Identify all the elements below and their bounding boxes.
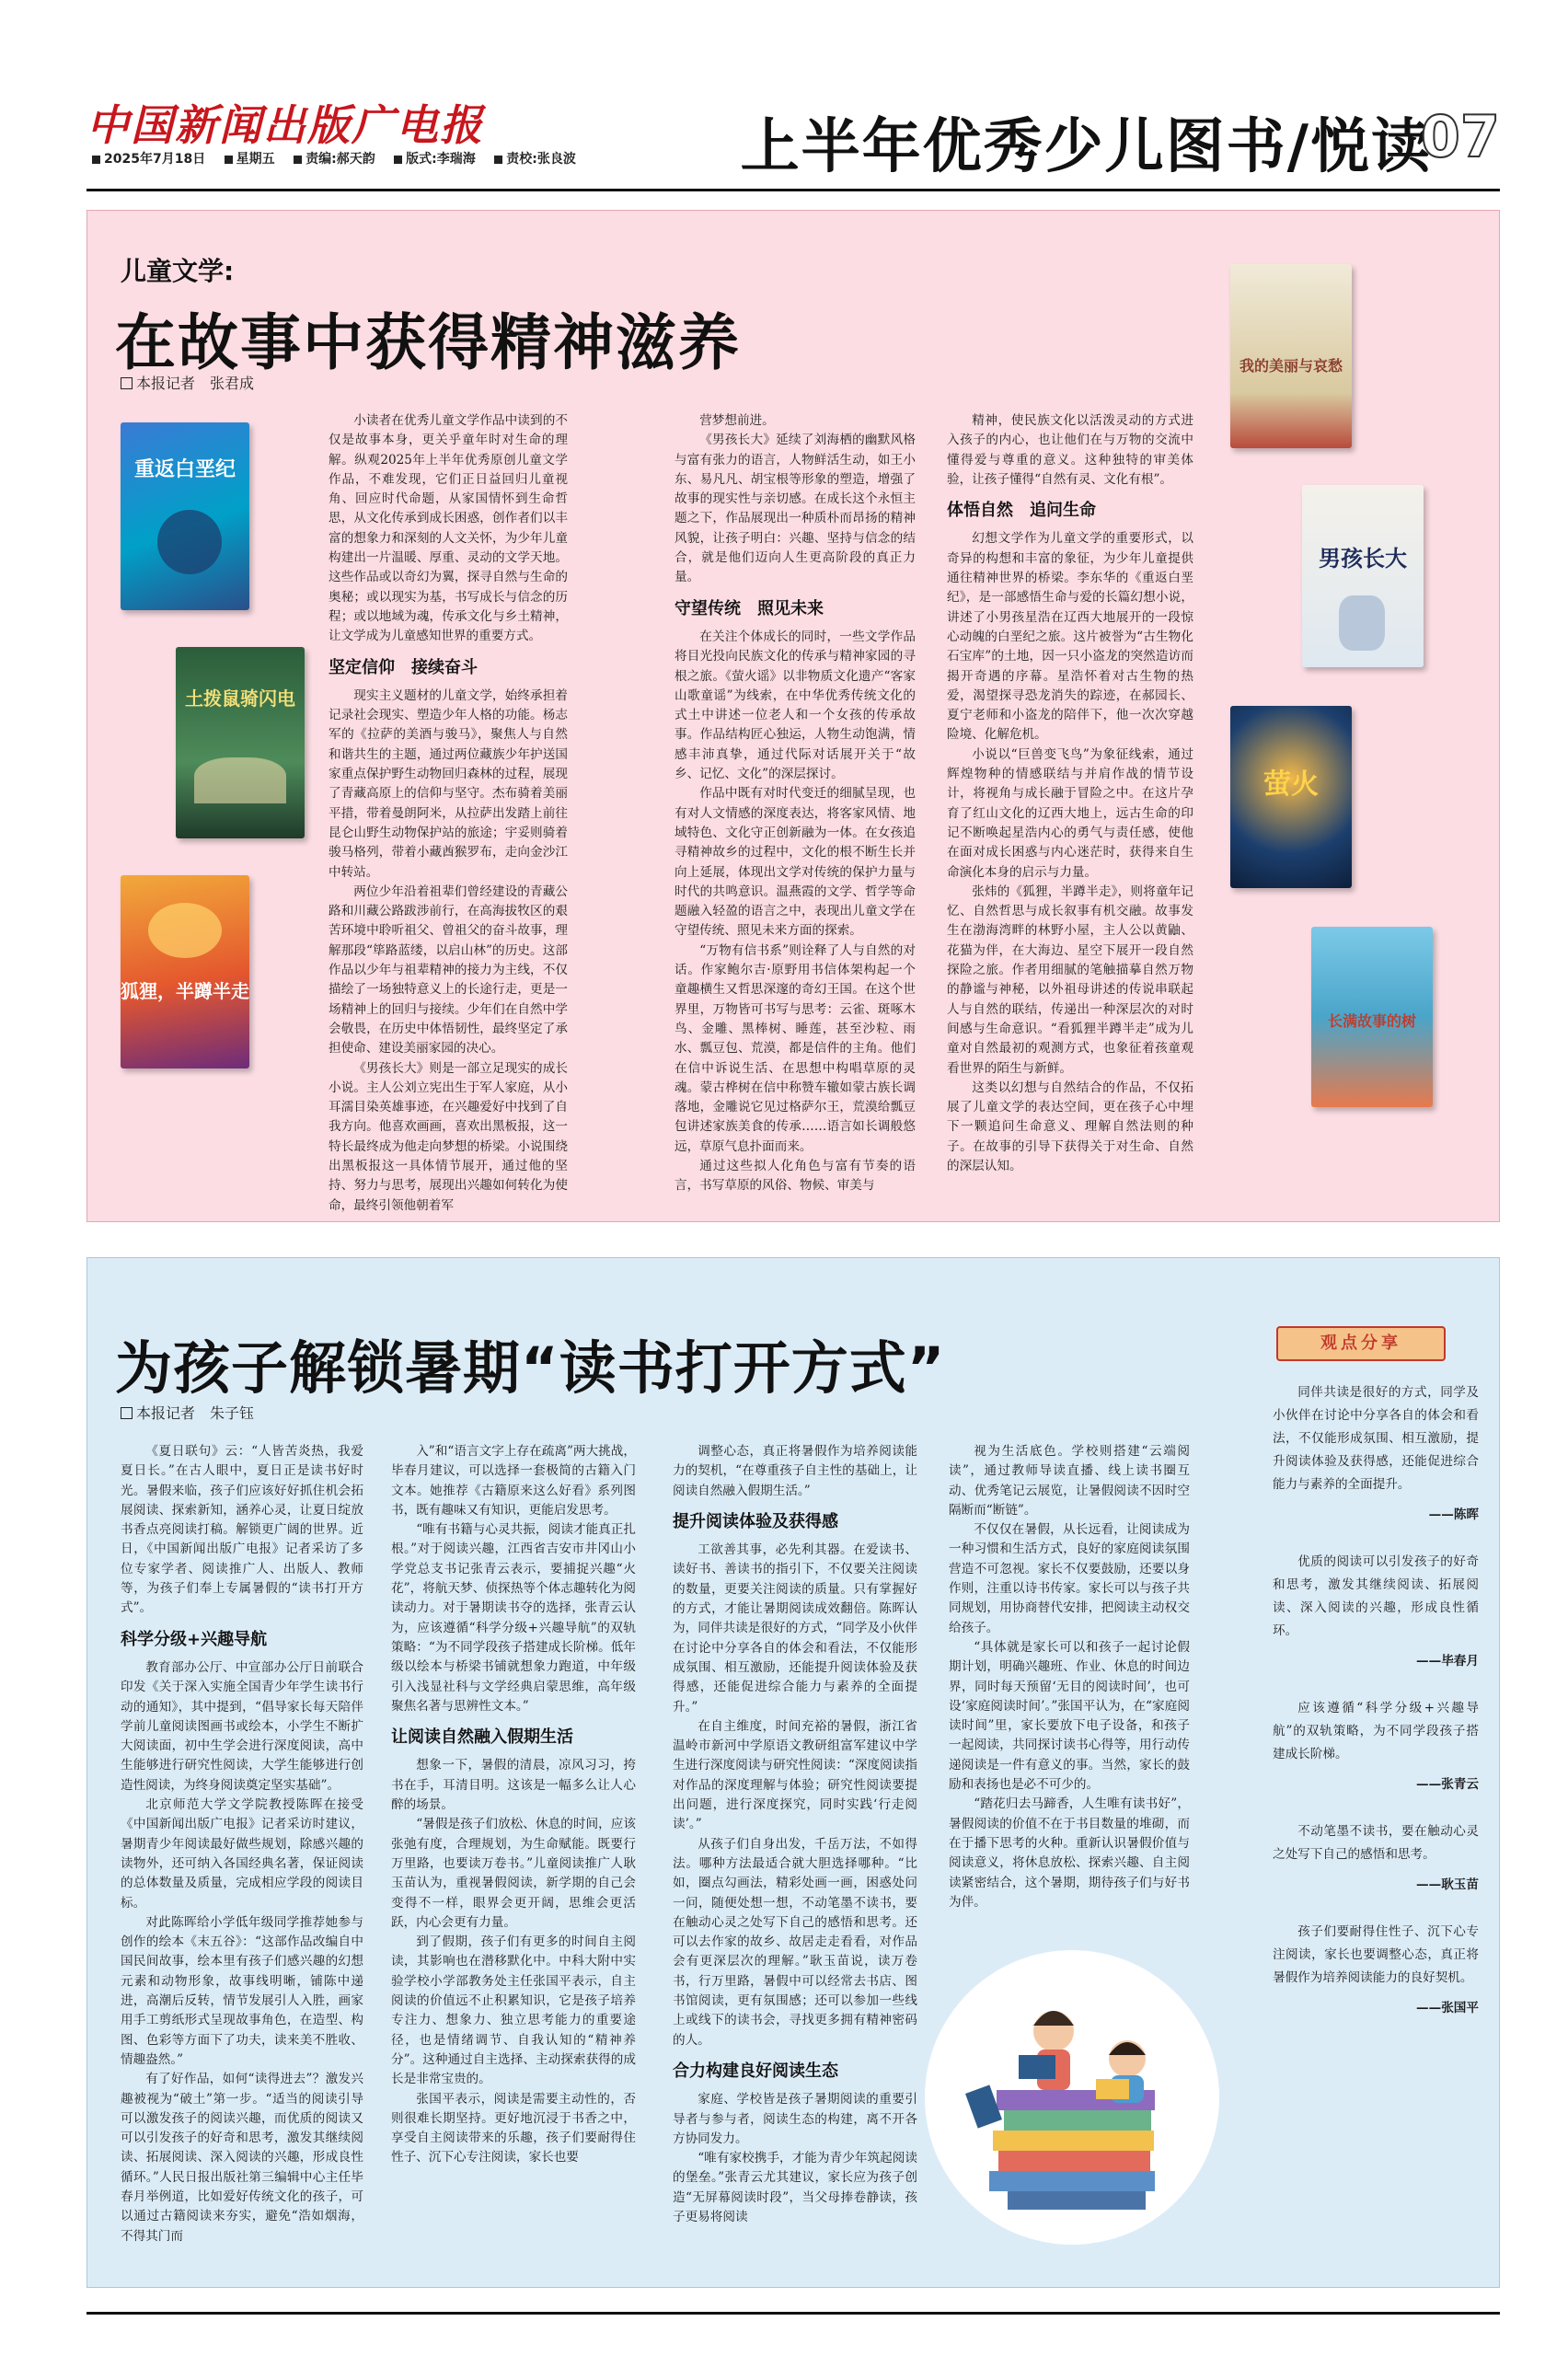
subhead: 提升阅读体验及获得感 xyxy=(673,1511,838,1531)
article-byline: 本报记者 朱子钰 xyxy=(121,1402,254,1423)
article-column-4: 视为生活底色。学校则搭建“云端阅读”，通过教师导读直播、线上读书圈互动、优秀笔记云展览，让暑假阅读不因时空隔断而“断链”。 不仅仅在暑假，从长远看，让阅读成为一种习惯和生活方式，良好的家庭阅读氛围营造不可忽视。家长不仅要鼓励，还要以身作则，注重以诗书传家。家长可以与孩子共同规划，用协商替代安排，把阅读主动权交给孩子。 “具体就是家长可以和孩子一起讨论假期计划，明确兴趣班、作业、休息的时间边界，同时每天预留‘无目的阅读时间’，也可设‘家庭阅读时间’。”张国平认为，在“家庭阅读时间”里，家长要放下电子设备，和孩子一起阅读，共同探讨读书心得等，用行动传递阅读是一件有意义的事。当然，家长的鼓励和表扬也是必不可少的。 “踏花归去马蹄香，人生唯有读书好”，暑假阅读的价值不在于书目数量的堆砌，而在于播下思考的火种。重新认识暑假价值与阅读意义，将休息放松、探索兴趣、自主阅读紧密结合，这个暑期，期待孩子们与好书为伴。 xyxy=(949,1444,1190,1910)
opinion-sidebar xyxy=(1273,1326,1479,2274)
issue-date: 2025年7月18日 xyxy=(92,152,205,167)
sidebar-tag: 观点分享 xyxy=(1276,1326,1446,1361)
article-kicker: 儿童文学: xyxy=(121,256,235,286)
article-column-1: 《夏日联句》云：“人皆苦炎热，我爱夏日长。”在古人眼中，夏日正是读书好时光。暑假来临，孩子们应该好好抓住机会拓展阅读、探索新知，涵养心灵，让夏日绽放书香点亮阅读打稿。解锁更广阔的世界。近日，《中国新闻出版广电报》记者采访了多位专家学者、阅读推广人、出版人、教师等，为孩子们奉上专属暑假的“读书打开方式”。 科学分级+兴趣导航 教育部办公厅、中宣部办公厅日前联合印发《关于深入实施全国青少年学生读书行动的通知》，其中提到，“倡导家长每天陪伴学前儿童阅读图画书或绘本，小学生不断扩大阅读面，初中生学会进行深度阅读，高中生能够进行研究性阅读，大学生能够进行创造性阅读，为终身阅读奠定坚实基础”。 北京师范大学文学院教授陈晖在接受《中国新闻出版广电报》记者采访时建议，暑期青少年阅读最好做些规划，除感兴趣的读物外，还可纳入各国经典名著，保证阅读的总体数量及质量，完成相应学段的阅读目标。 对此陈晖给小学低年级同学推荐她参与创作的绘本《末五谷》：“这部作品改编自中国民间故事，绘本里有孩子们感兴趣的幻想元素和动物形象，故事线明晰，铺陈中递进，高潮后反转，情节发展引人入胜，画家用手工剪纸形式呈现故事角色，在造型、构图、色彩等方面下了功夫，读来美不胜收、情趣盎然。” 有了好作品，如何“读得进去”？激发兴趣被视为“破土”第一步。“适当的阅读引导可以激发孩子的阅读兴趣，而优质的阅读又可以引发孩子的好奇和思考，激发其继续阅读、拓展阅读、深入阅读的兴趣，形成良性循环。”人民日报出版社第三编辑中心主任毕春月举例道，比如爱好传统文化的孩子，可以通过古籍阅读来夯实，避免“浩如烟海，不得其门而 xyxy=(121,1444,363,2244)
masthead xyxy=(86,88,1500,190)
article-column-3: 调整心态，真正将暑假作为培养阅读能力的契机，“在尊重孩子自主性的基础上，让阅读自然融入假期生活。” 提升阅读体验及获得感 工欲善其事，必先利其器。在爱读书、读好书、善读书的指引下，不仅要关注阅读的数量，更要关注阅读的质量。只有掌握好的方式，才能让暑期阅读成效翻倍。陈晖认为，同伴共读是很好的方式，“同学及小伙伴在讨论中分享各自的体会和看法，不仅能形成氛围、相互激励，还能提升阅读体验及获得感，还能促进综合能力与素养的全面提升。” 在自主维度，时间充裕的暑假，浙江省温岭市新河中学原语文教研组富军建议中学生进行深度阅读与研究性阅读：“深度阅读指对作品的深度理解与体验；研究性阅读要提出问题，进行深度探究，同时实践‘行走阅读’。” 从孩子们自身出发，千岳万法，不如得法。哪种方法最适合就大胆选择哪种。“比如，圈点勾画法，精彩处画一画，困惑处问一问，随便处想一想，不动笔墨不读书，要在触动心灵之处写下自己的感悟和思考。还可以去作家的故乡、故居走走看看，对作品会有更深层次的理解。”耿玉苗说，读万卷书，行万里路，暑假中可以经常去书店、图书馆阅读，更有氛围感；还可以参加一些线上或线下的读书会，寻找更多拥有精神密码的人。 合力构建良好阅读生态 家庭、学校皆是孩子暑期阅读的重要引导者与参与者，阅读生态的构建，离不开各方协同发力。 “唯有家校携手，才能为青少年筑起阅读的堡垒。”张青云尤其建议，家长应为孩子创造“无屏幕阅读时段”，当父母捧卷静读，孩子更易将阅读 xyxy=(673,1444,917,2224)
issue-proof: 责校:张良波 xyxy=(494,152,576,167)
article-column-2: 入”和“语言文字上存在疏离”两大挑战，毕春月建议，可以选择一套极简的古籍入门文本。她推荐《古籍原来这么好看》系列图书，既有趣味又有知识，更能启发思考。 “唯有书籍与心灵共振，阅读才能真正扎根。”对于阅读兴趣，江西省吉安市井冈山小学党总支书记张青云表示，要捕捉兴趣“火花”，将航天梦、侦探热等个体志趣转化为阅读动力。对于暑期读书夺的选择，张青云认为，应该遵循“科学分级+兴趣导航”的双轨策略：“为不同学段孩子搭建成长阶梯。低年级以绘本与桥梁书铺就想象力跑道，中年级引入浅显社科与文学经典启蒙思维，高年级聚焦名著与思辨性文本。” 让阅读自然融入假期生活 想象一下，暑假的清晨，凉风习习，挎书在手，耳清目明。这该是一幅多么让人心醉的场景。 “暑假是孩子们放松、休息的时间，应该张弛有度，合理规划，为生命赋能。既要行万里路，也要读万卷书。”儿童阅读推广人耿玉苗认为，重视暑假阅读，新学期的自己会变得不一样，眼界会更开阔，思维会更活跃，内心会更有力量。 到了假期，孩子们有更多的时间自主阅读，其影响也在潜移默化中。中科大附中实验学校小学部教务处主任张国平表示，自主阅读的价值远不止积累知识，它是孩子培养专注力、想象力、独立思考能力的重要途径，也是情绪调节、自我认知的“精神养分”。这种通过自主选择、主动探索获得的成长是非常宝贵的。 张国平表示，阅读是需要主动性的，否则很难长期坚持。更好地沉浸于书香之中，享受自主阅读带来的乐趣，孩子们要耐得住性子、沉下心专注阅读，家长也要 xyxy=(391,1444,636,2165)
quote-item: 同伴共读是很好的方式，同学及小伙伴在讨论中分享各自的体会和看法，不仅能形成氛围、相互激励，提升阅读体验及获得感，还能促进综合能力与素养的全面提升。 ——陈晖 xyxy=(1273,1385,1479,1522)
subhead: 合力构建良好阅读生态 xyxy=(673,2061,838,2081)
article-headline: 为孩子解锁暑期“读书打开方式” xyxy=(115,1334,946,1402)
article-summer-reading xyxy=(86,1257,1500,2288)
issue-editor: 责编:郝天韵 xyxy=(294,152,375,167)
issue-layout: 版式:李瑞海 xyxy=(394,152,476,167)
quote-item: 不动笔墨不读书，要在触动心灵之处写下自己的感悟和思考。 ——耿玉苗 xyxy=(1273,1824,1479,1892)
book-cover-5: 男孩长大 xyxy=(1302,485,1424,667)
subhead: 让阅读自然融入假期生活 xyxy=(391,1727,573,1748)
subhead: 坚定信仰 接续奋斗 xyxy=(329,657,478,677)
article-column-2: 营梦想前进。 《男孩长大》延续了刘海栖的幽默风格与富有张力的语言，人物鲜活生动，如王小东、易凡凡、胡宝根等形象的塑造，增强了故事的现实性与亲切感。在成长这个永恒主题之下，作品展现出一种质朴而昂扬的精神风貌，让孩子明白：兴趣、坚持与信念的结合，就是他们迈向人生更高阶段的真正力量。 守望传统 照见未来 在关注个体成长的同时，一些文学作品将目光投向民族文化的传承与精神家园的寻根之旅。《萤火谣》以非物质文化遗产“客家山歌童谣”为线索，在中华优秀传统文化的式土中讲述一位老人和一个女孩的传承故事。作品结构匠心独运，人物生动饱满，情感丰沛真挚，通过代际对话展开关于“故乡、记忆、文化”的深层探讨。 作品中既有对时代变迁的细腻呈现，也有对人文情感的深度表达，将客家风情、地域特色、文化守正创新融为一体。在女孩追寻精神故乡的过程中，文化的根不断生长并向上延展，体现出文学对传统的保护力量与时代的共鸣意识。温燕霞的文学、哲学等命题融入轻盈的语言之中，表现出儿童文学在守望传统、照见未来方面的探索。 “万物有信书系”则诠释了人与自然的对话。作家鲍尔吉·原野用书信体架构起一个童趣横生又哲思深邃的奇幻王国。在这个世界里，万物皆可书写与思考：云雀、斑啄木鸟、金雕、黑棒树、睡莲，甚至沙粒、雨水、瓢豆包、荒漠，都是信件的主角。他们在信中诉说生活、在思想中构唱草原的灵魂。蒙古桦树在信中称赞车辙如蒙古族长调落地，金雕说它见过格萨尔王，荒漠给瓢豆包讲述家族美食的传承……语言如长调般悠远，草原气息扑面而来。 通过这些拟人化角色与富有节奏的语言，书写草原的风俗、物候、审美与 xyxy=(674,413,916,1194)
bottom-divider xyxy=(86,2312,1500,2315)
subhead: 科学分级+兴趣导航 xyxy=(121,1629,268,1649)
book-cover-4: 我的美丽与哀愁 xyxy=(1230,264,1352,448)
article-children-literature xyxy=(86,210,1500,1222)
issue-weekday: 星期五 xyxy=(225,152,275,167)
quote-item: 应该遵循“科学分级+兴趣导航”的双轨策略，为不同学段孩子搭建成长阶梯。 ——张青云 xyxy=(1273,1701,1479,1792)
subhead: 体悟自然 追问生命 xyxy=(947,501,1096,521)
subhead: 守望传统 照见未来 xyxy=(674,598,824,618)
book-cover-2: 土拨鼠骑闪电 xyxy=(176,647,305,838)
quote-item: 优质的阅读可以引发孩子的好奇和思考，激发其继续阅读、拓展阅读、深入阅读的兴趣，形成良性循环。 ——毕春月 xyxy=(1273,1554,1479,1669)
article-byline: 本报记者 张君成 xyxy=(121,372,254,393)
article-column-1: 小读者在优秀儿童文学作品中读到的不仅是故事本身，更关乎童年时对生命的理解。纵观2025年上半年优秀原创儿童文学作品，不难发现，它们正日益回归儿童视角、回应时代命题，从家国情怀到生命哲思，从文化传承到成长困惑，创作者们以丰富的想象力和深刻的人文关怀，为少年儿童构建出一片温暖、厚重、灵动的文学天地。这些作品或以奇幻为翼，探寻自然与生命的奥秘；或以现实为基，书写成长与信念的历程；或以地域为魂，传承文化与乡土精神，让文学成为儿童感知世界的重要方式。 坚定信仰 接续奋斗 现实主义题材的儿童文学，始终承担着记录社会现实、塑造少年人格的功能。杨志军的《拉萨的美酒与骏马》，聚焦人与自然和谐共生的主题，通过两位藏族少年护送国家重点保护野生动物回归森林的过程，展现了青藏高原上的信仰与坚守。杰布骑着美丽平措，带着曼朗阿米，从拉萨出发踏上前往昆仑山野生动物保护站的旅途；宇妥则骑着骏马格列，带着小藏酋猴罗布，走向金沙江中转站。 两位少年沿着祖辈们曾经建设的青藏公路和川藏公路跋涉前行，在高海拔牧区的艰苦环境中聆听祖父、曾祖父的奋斗故事，理解那段“筚路蓝缕，以启山林”的历史。这部作品以少年与祖辈精神的接力为主线，不仅描绘了一场独特意义上的长途行走，更是一场精神上的回归与接续。少年们在自然中学会敬畏，在历史中体悟韧性，最终坚定了承担使命、建设美丽家园的决心。 《男孩长大》则是一部立足现实的成长小说。主人公刘立宪出生于军人家庭，从小耳濡目染英雄事迹，在兴趣爱好中找到了自我方向。他喜欢画画，喜欢出黑板报，这一特长最终成为他走向梦想的桥梁。小说围绕出黑板报这一具体情节展开，通过他的坚持、努力与思考，展现出兴趣如何转化为使命，最终引领他朝着军 xyxy=(329,413,568,1213)
quote-item: 孩子们要耐得住性子、沉下心专注阅读，家长也要调整心态，真正将暑假作为培养阅读能力的良好契机。 ——张国平 xyxy=(1273,1924,1479,2015)
top-divider xyxy=(86,189,1500,191)
article-headline: 在故事中获得精神滋养 xyxy=(115,307,741,378)
book-cover-3: 狐狸，半蹲半走 xyxy=(121,875,249,1068)
article-column-3: 精神，使民族文化以活泼灵动的方式进入孩子的内心，也让他们在与万物的交流中懂得爱与尊重的意义。这种独特的审美体验，让孩子懂得“自然有灵、文化有根”。 体悟自然 追问生命 幻想文学作为儿童文学的重要形式，以奇异的构想和丰富的象征，为少年儿童提供通往精神世界的桥梁。李东华的《重返白垩纪》，是一部感悟生命与爱的长篇幻想小说，讲述了小男孩星浩在辽西大地展开的一段惊心动魄的白垩纪之旅。这片被誉为“古生物化石宝库”的土地，因一只小盗龙的突然造访而揭开奇遇的序幕。星浩怀着对古生物的热爱，渴望探寻恐龙消失的踪迹，在郝园长、夏宁老师和小盗龙的陪伴下，他一次次穿越险境、化解危机。 小说以“巨兽变飞鸟”为象征线索，通过辉煌物种的情感联结与并肩作战的情节设计，将视角与成长融于冒险之中。在这片孕育了红山文化的辽西大地上，远古生命的印记不断唤起星浩内心的勇气与责任感，使他在面对成长困惑与内心迷茫时，获得来自生命演化本身的启示与力量。 张炜的《狐狸，半蹲半走》，则将童年记忆、自然哲思与成长叙事有机交融。故事发生在渤海湾畔的林野小屋，主人公以黄鼬、花猫为伴，在大海边、星空下展开一段自然探险之旅。作者用细腻的笔触描摹自然万物的静谧与神秘，以外祖母讲述的传说串联起人与自然的联结，传递出一种深层次的对时间感与生命意识。“看狐狸半蹲半走”成为儿童对自然最初的观测方式，也象征着孩童观看世界的陌生与新鲜。 这类以幻想与自然结合的作品，不仅拓展了儿童文学的表达空间，更在孩子心中埋下一颗追问生命意义、理解自然法则的种子。在故事的引导下获得关于对生命、自然的深层认知。 xyxy=(947,413,1193,1173)
children-reading-illustration xyxy=(916,1941,1219,2245)
newspaper-logo: 中国新闻出版广电报 xyxy=(86,100,484,150)
book-cover-1: 重返白垩纪 xyxy=(121,422,249,610)
page-title: 上半年优秀少儿图书/悦读 xyxy=(740,113,1432,181)
issue-meta xyxy=(92,149,591,167)
book-cover-6: 萤火 xyxy=(1230,706,1352,888)
sidebar-quotes xyxy=(1273,1381,1479,2044)
book-cover-7: 长满故事的树 xyxy=(1311,927,1433,1107)
page-number: 07 xyxy=(1420,103,1500,170)
